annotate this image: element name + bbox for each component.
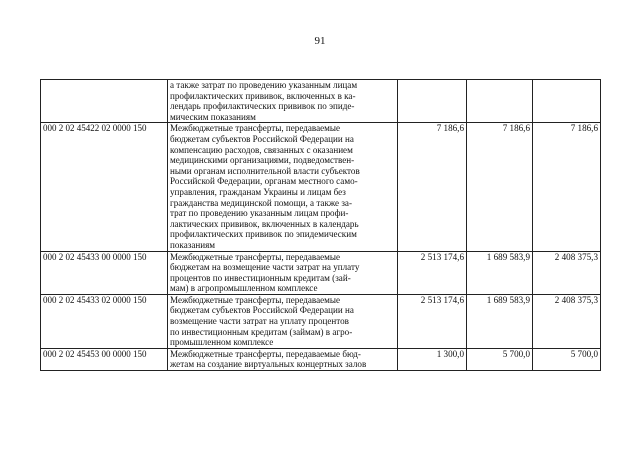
row-description <box>168 123 398 251</box>
description-line: ными органам исполнительной власти субъектов <box>170 165 360 176</box>
description-line: профилактических прививок по эпидемическим <box>170 229 357 240</box>
row-description <box>168 80 398 123</box>
table-row <box>41 348 601 370</box>
table-row <box>41 80 601 123</box>
row-description <box>168 251 398 294</box>
budget-code: 000 2 02 45433 00 0000 150 <box>41 251 168 294</box>
description-line: мам) в агропромышленном комплексе <box>170 283 318 294</box>
table-row <box>41 251 601 294</box>
amount-year-3: 2 408 375,3 <box>533 294 601 348</box>
page-number: 91 <box>314 35 326 47</box>
row-description <box>168 294 398 348</box>
description-line: Межбюджетные трансферты, передаваемые <box>170 123 341 134</box>
description-line: мическим показаниям <box>170 111 256 122</box>
budget-code: 000 2 02 45422 02 0000 150 <box>41 123 168 251</box>
description-line: жетам на создание виртуальных концертных залов <box>170 359 367 370</box>
description-line: Межбюджетные трансферты, передаваемые <box>170 251 341 262</box>
description-line: возмещение части затрат на уплату процентов <box>170 316 349 327</box>
description-line: показаниям <box>170 239 216 250</box>
description-line: профилактических прививок, включенных в ка- <box>170 90 356 101</box>
budget-code <box>41 80 168 123</box>
amount-year-3 <box>533 80 601 123</box>
description-line: лендарь профилактических прививок по эпиде- <box>170 101 355 112</box>
description-line: лактических прививок, включенных в календарь <box>170 218 359 229</box>
description-line: компенсацию расходов, связанных с оказанием <box>170 144 353 155</box>
amount-year-1: 2 513 174,6 <box>398 294 467 348</box>
description-line: процентов по инвестиционным кредитам (зай- <box>170 272 351 283</box>
amount-year-1: 7 186,6 <box>398 123 467 251</box>
amount-year-2: 1 689 583,9 <box>467 251 533 294</box>
amount-year-2: 1 689 583,9 <box>467 294 533 348</box>
table-row <box>41 294 601 348</box>
amount-year-3: 5 700,0 <box>533 348 601 370</box>
description-line: гражданства медицинской помощи, а также за- <box>170 197 352 208</box>
amount-year-2: 7 186,6 <box>467 123 533 251</box>
description-line: управления, гражданам Украины и лицам без <box>170 186 346 197</box>
amount-year-3: 2 408 375,3 <box>533 251 601 294</box>
description-line: по инвестиционным кредитам (займам) в агро- <box>170 326 353 337</box>
amount-year-1 <box>398 80 467 123</box>
description-line: бюджетам на возмещение части затрат на уплату <box>170 262 360 273</box>
row-description <box>168 348 398 370</box>
description-line: Межбюджетные трансферты, передаваемые <box>170 294 341 305</box>
budget-code: 000 2 02 45433 02 0000 150 <box>41 294 168 348</box>
amount-year-3: 7 186,6 <box>533 123 601 251</box>
amount-year-1: 2 513 174,6 <box>398 251 467 294</box>
amount-year-1: 1 300,0 <box>398 348 467 370</box>
description-line: трат по проведению указанным лицам профи- <box>170 208 349 219</box>
description-line: а также затрат по проведению указанным лицам <box>170 80 358 90</box>
description-line: Межбюджетные трансферты, передаваемые бюд- <box>170 348 361 359</box>
description-line: бюджетам субъектов Российской Федерации на <box>170 133 354 144</box>
description-line: бюджетам субъектов Российской Федерации на <box>170 305 354 316</box>
description-line: промышленном комплексе <box>170 337 274 348</box>
amount-year-2: 5 700,0 <box>467 348 533 370</box>
table-row <box>41 123 601 251</box>
budget-code: 000 2 02 45453 00 0000 150 <box>41 348 168 370</box>
description-line: Российской Федерации, органам местного само- <box>170 176 358 187</box>
budget-table <box>40 79 601 371</box>
description-line: медицинскими организациями, подведомствен- <box>170 155 355 166</box>
amount-year-2 <box>467 80 533 123</box>
